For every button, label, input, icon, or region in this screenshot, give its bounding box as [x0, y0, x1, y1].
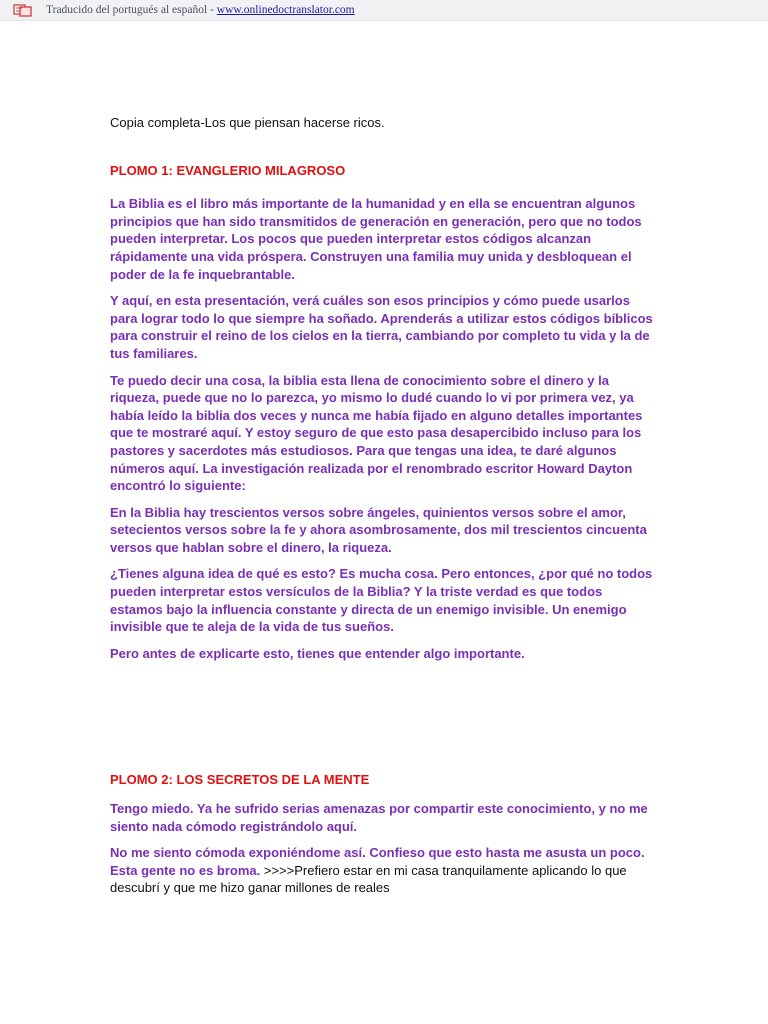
- section-1-paragraph: Y aquí, en esta presentación, verá cuáles son esos principios y cómo puede usarlos para lograr todo lo que siempre ha soñado. Aprenderás a utilizar estos códigos bíblicos para construir el reino de los cielos en la tierra, cambiando por completo tu vida y la de tus familiares.: [110, 293, 653, 361]
- translator-logo-icon: [13, 3, 33, 17]
- translator-link[interactable]: www.onlinedoctranslator.com: [216, 4, 355, 16]
- section-2-paragraph-mixed: [110, 844, 658, 897]
- section-2-heading: PLOMO 2: LOS SECRETOS DE LA MENTE: [110, 772, 370, 788]
- section-1-heading: PLOMO 1: EVANGLERIO MILAGROSO: [110, 162, 346, 178]
- translator-banner: [0, 0, 768, 21]
- section-1-paragraph: La Biblia es el libro más importante de la humanidad y en ella se encuentran algunos principios que han sido transmitidos de generación en generación, pero que no todos pueden interpretar. Los pocos que pueden interpretar estos códigos alcanzan rápidamente una vida próspera. Construyen una familia muy unida y desbloquean el poder de la fe inquebrantable.: [110, 196, 642, 282]
- section-1-paragraph: ¿Tienes alguna idea de qué es esto? Es mucha cosa. Pero entonces, ¿por qué no todos pueden interpretar estos versículos de la Biblia? Y la triste verdad es que todos estamos bajo la influencia constante y directa de un enemigo invisible. Un enemigo invisible que te aleja de la vida de tus sueños.: [110, 566, 653, 635]
- document-page: [110, 114, 658, 906]
- section-2-bold-text: No me siento cómoda exponiéndome así. Confieso que esto hasta me asusta un poco. Esta gente no es broma.: [110, 845, 645, 878]
- section-2-paragraph: Tengo miedo. Ya he sufrido serias amenazas por compartir este conocimiento, y no me siento nada cómodo registrándolo aquí.: [110, 801, 648, 834]
- section-1-paragraph: Te puedo decir una cosa, la biblia esta llena de conocimiento sobre el dinero y la riqueza, puede que no lo parezca, yo mismo lo dudé cuando lo vi por primera vez, ya había leído la biblia dos veces y nunca me había fijado en alguno detalles importantes que te mostraré aquí. Y estoy seguro de que esto pasa desapercibido incluso para los pastores y sacerdotes más estudiosos. Para que tengas una idea, te daré algunos números aquí. La investigación realizada por el renombrado escritor Howard Dayton encontró lo siguiente:: [110, 372, 643, 494]
- banner-prefix: Traducido del portugués al español -: [46, 4, 217, 16]
- section-1-paragraph: En la Biblia hay trescientos versos sobre ángeles, quinientos versos sobre el amor, setecientos versos sobre la fe y ahora asombrosamente, dos mil trescientos cincuenta versos que hablan sobre el dinero, la riqueza.: [110, 504, 647, 555]
- section-1-paragraph: Pero antes de explicarte esto, tienes que entender algo importante.: [110, 645, 525, 661]
- section-2-plain-text: >>>>Prefiero estar en mi casa tranquilamente aplicando lo que descubrí y que me hizo ganar millones de reales: [110, 862, 627, 896]
- translator-banner-text: [46, 3, 355, 17]
- document-intro: Copia completa-Los que piensan hacerse ricos.: [110, 115, 385, 130]
